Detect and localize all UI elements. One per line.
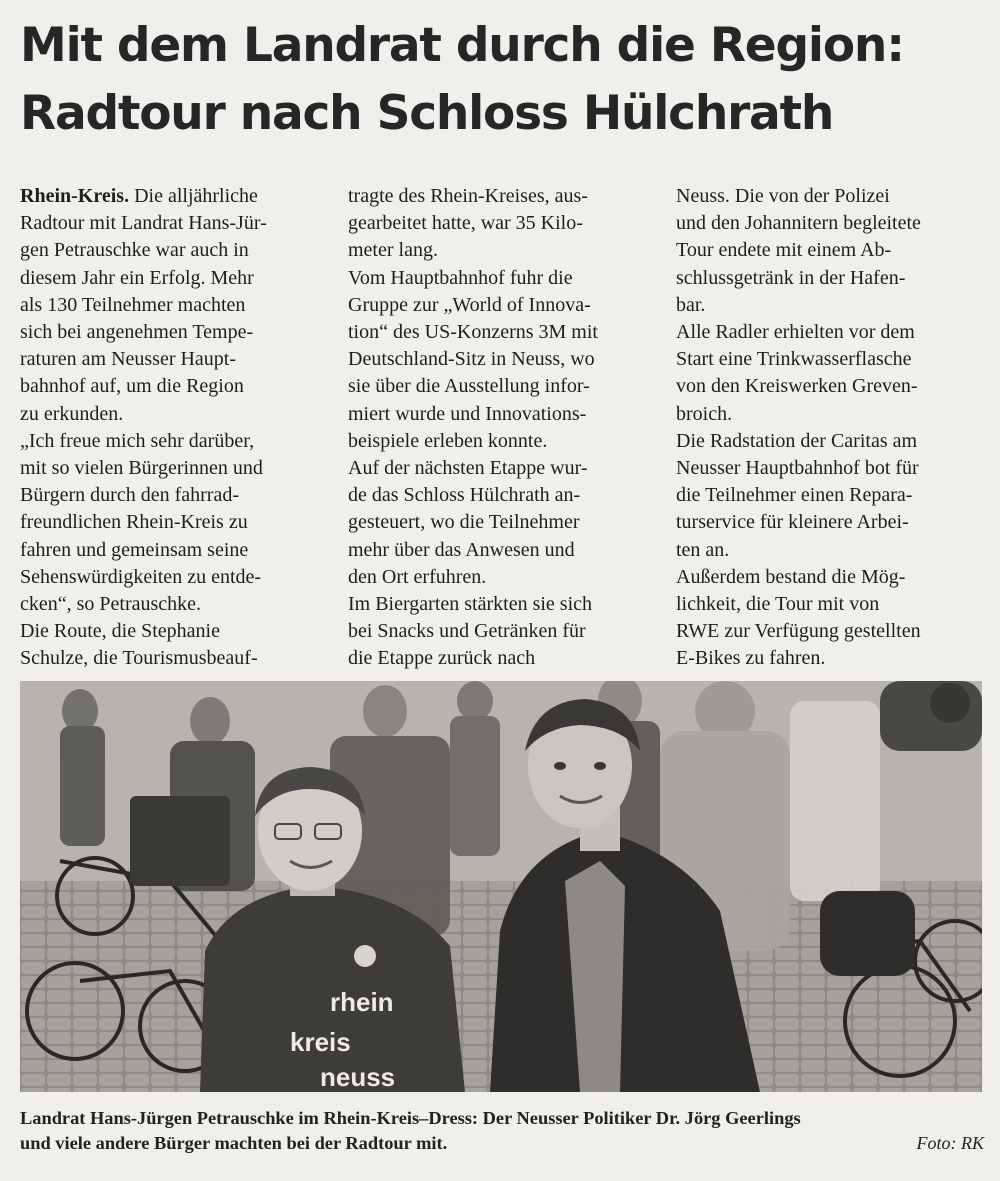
text-line: RWE zur Verfügung gestellten [676,620,921,643]
text-line: die Etappe zurück nach [348,647,536,670]
text-fragment: Die alljährliche [129,185,258,207]
text-line: miert wurde und Innovations- [348,402,587,425]
text-line: fahren und gemeinsam seine [20,538,249,561]
article-column-1 [20,183,332,673]
text-line: bei Snacks und Getränken für [348,620,586,643]
article-column-3 [676,183,988,673]
photo-illustration [20,681,982,1092]
text-line: Die Route, die Stephanie [20,620,220,643]
text-line: broich. [676,402,733,425]
text-line: diesem Jahr ein Erfolg. Mehr [20,266,254,289]
text-line: cken“, so Petrauschke. [20,593,202,616]
text-line: den Ort erfuhren. [348,565,487,588]
text-line: Vom Hauptbahnhof fuhr die [348,266,573,289]
text-line: gen Petrauschke war auch in [20,239,249,262]
text-line: bar. [676,293,706,316]
text-line: Außerdem bestand die Mög- [676,565,906,588]
text-line: die Teilnehmer einen Repara- [676,484,913,507]
text-line: tion“ des US-Konzerns 3M mit [348,321,598,344]
text-line: Sehenswürdigkeiten zu entde- [20,565,262,588]
text-line: „Ich freue mich sehr darüber, [20,429,255,452]
text-line: sie über die Ausstellung infor- [348,375,590,398]
jersey-text-neuss: neuss [320,1062,396,1092]
text-line: mehr über das Anwesen und [348,538,575,561]
text-line: von den Kreiswerken Greven- [676,375,918,398]
headline [20,12,990,148]
bicycle-basket [130,796,230,886]
text-line: gearbeitet hatte, war 35 Kilo- [348,212,583,235]
text-line: E-Bikes zu fahren. [676,647,826,670]
text-line: Start eine Trinkwasserflasche [676,348,912,371]
text-line: sich bei angenehmen Tempe- [20,321,254,344]
text-line: schlussgetränk in der Hafen- [676,266,906,289]
text-line: Deutschland-Sitz in Neuss, wo [348,348,595,371]
headline-line-2: Radtour nach Schloss Hülchrath [20,86,834,141]
caption-line-1: Landrat Hans-Jürgen Petrauschke im Rhein-Kreis–Dress: Der Neusser Politiker Dr. Jörg Geerlings [20,1108,801,1128]
text-line: Schulze, die Tourismusbeauf- [20,647,258,670]
text-line: Im Biergarten stärkten sie sich [348,593,593,616]
text-line: Radtour mit Landrat Hans-Jür- [20,212,267,235]
text-line: mit so vielen Bürgerinnen und [20,457,263,480]
photo-credit: Foto: RK [916,1133,984,1153]
photo-caption [20,1106,985,1156]
jersey-text-rhein: rhein [330,987,394,1017]
text-line: freundlichen Rhein-Kreis zu [20,511,248,534]
jersey-text-kreis: kreis [290,1027,351,1057]
text-line: Neuss. Die von der Polizei [676,185,890,207]
text-line: raturen am Neusser Haupt- [20,348,237,371]
text-line: bahnhof auf, um die Region [20,375,244,398]
text-line: Neusser Hauptbahnhof bot für [676,457,919,480]
text-line: meter lang. [348,239,438,262]
text-line: Die Radstation der Caritas am [676,429,918,452]
text-line: turservice für kleinere Arbei- [676,511,909,534]
article-photo [20,681,982,1092]
bicycle-bag [820,891,915,976]
text-line: Gruppe zur „World of Innova- [348,293,591,316]
text-line [20,183,332,210]
article-body [20,183,985,670]
text-line: de das Schloss Hülchrath an- [348,484,581,507]
text-line: Bürgern durch den fahrrad- [20,484,239,507]
text-line: Auf der nächsten Etappe wur- [348,457,588,480]
dateline: Rhein-Kreis. [20,185,130,207]
text-line: als 130 Teilnehmer machten [20,293,246,316]
text-line: zu erkunden. [20,402,124,425]
caption-line-2: und viele andere Bürger machten bei der Radtour mit. [20,1133,448,1153]
text-line: Tour endete mit einem Ab- [676,239,892,262]
text-line: lichkeit, die Tour mit von [676,593,880,616]
text-line: beispiele erleben konnte. [348,429,548,452]
text-line: ten an. [676,538,730,561]
article-column-2 [348,183,660,673]
text-line: tragte des Rhein-Kreises, aus- [348,185,588,207]
headline-line-1: Mit dem Landrat durch die Region: [20,18,904,73]
text-line: und den Johannitern begleitete [676,212,921,235]
text-line: Alle Radler erhielten vor dem [676,321,915,344]
text-line: gesteuert, wo die Teilnehmer [348,511,580,534]
